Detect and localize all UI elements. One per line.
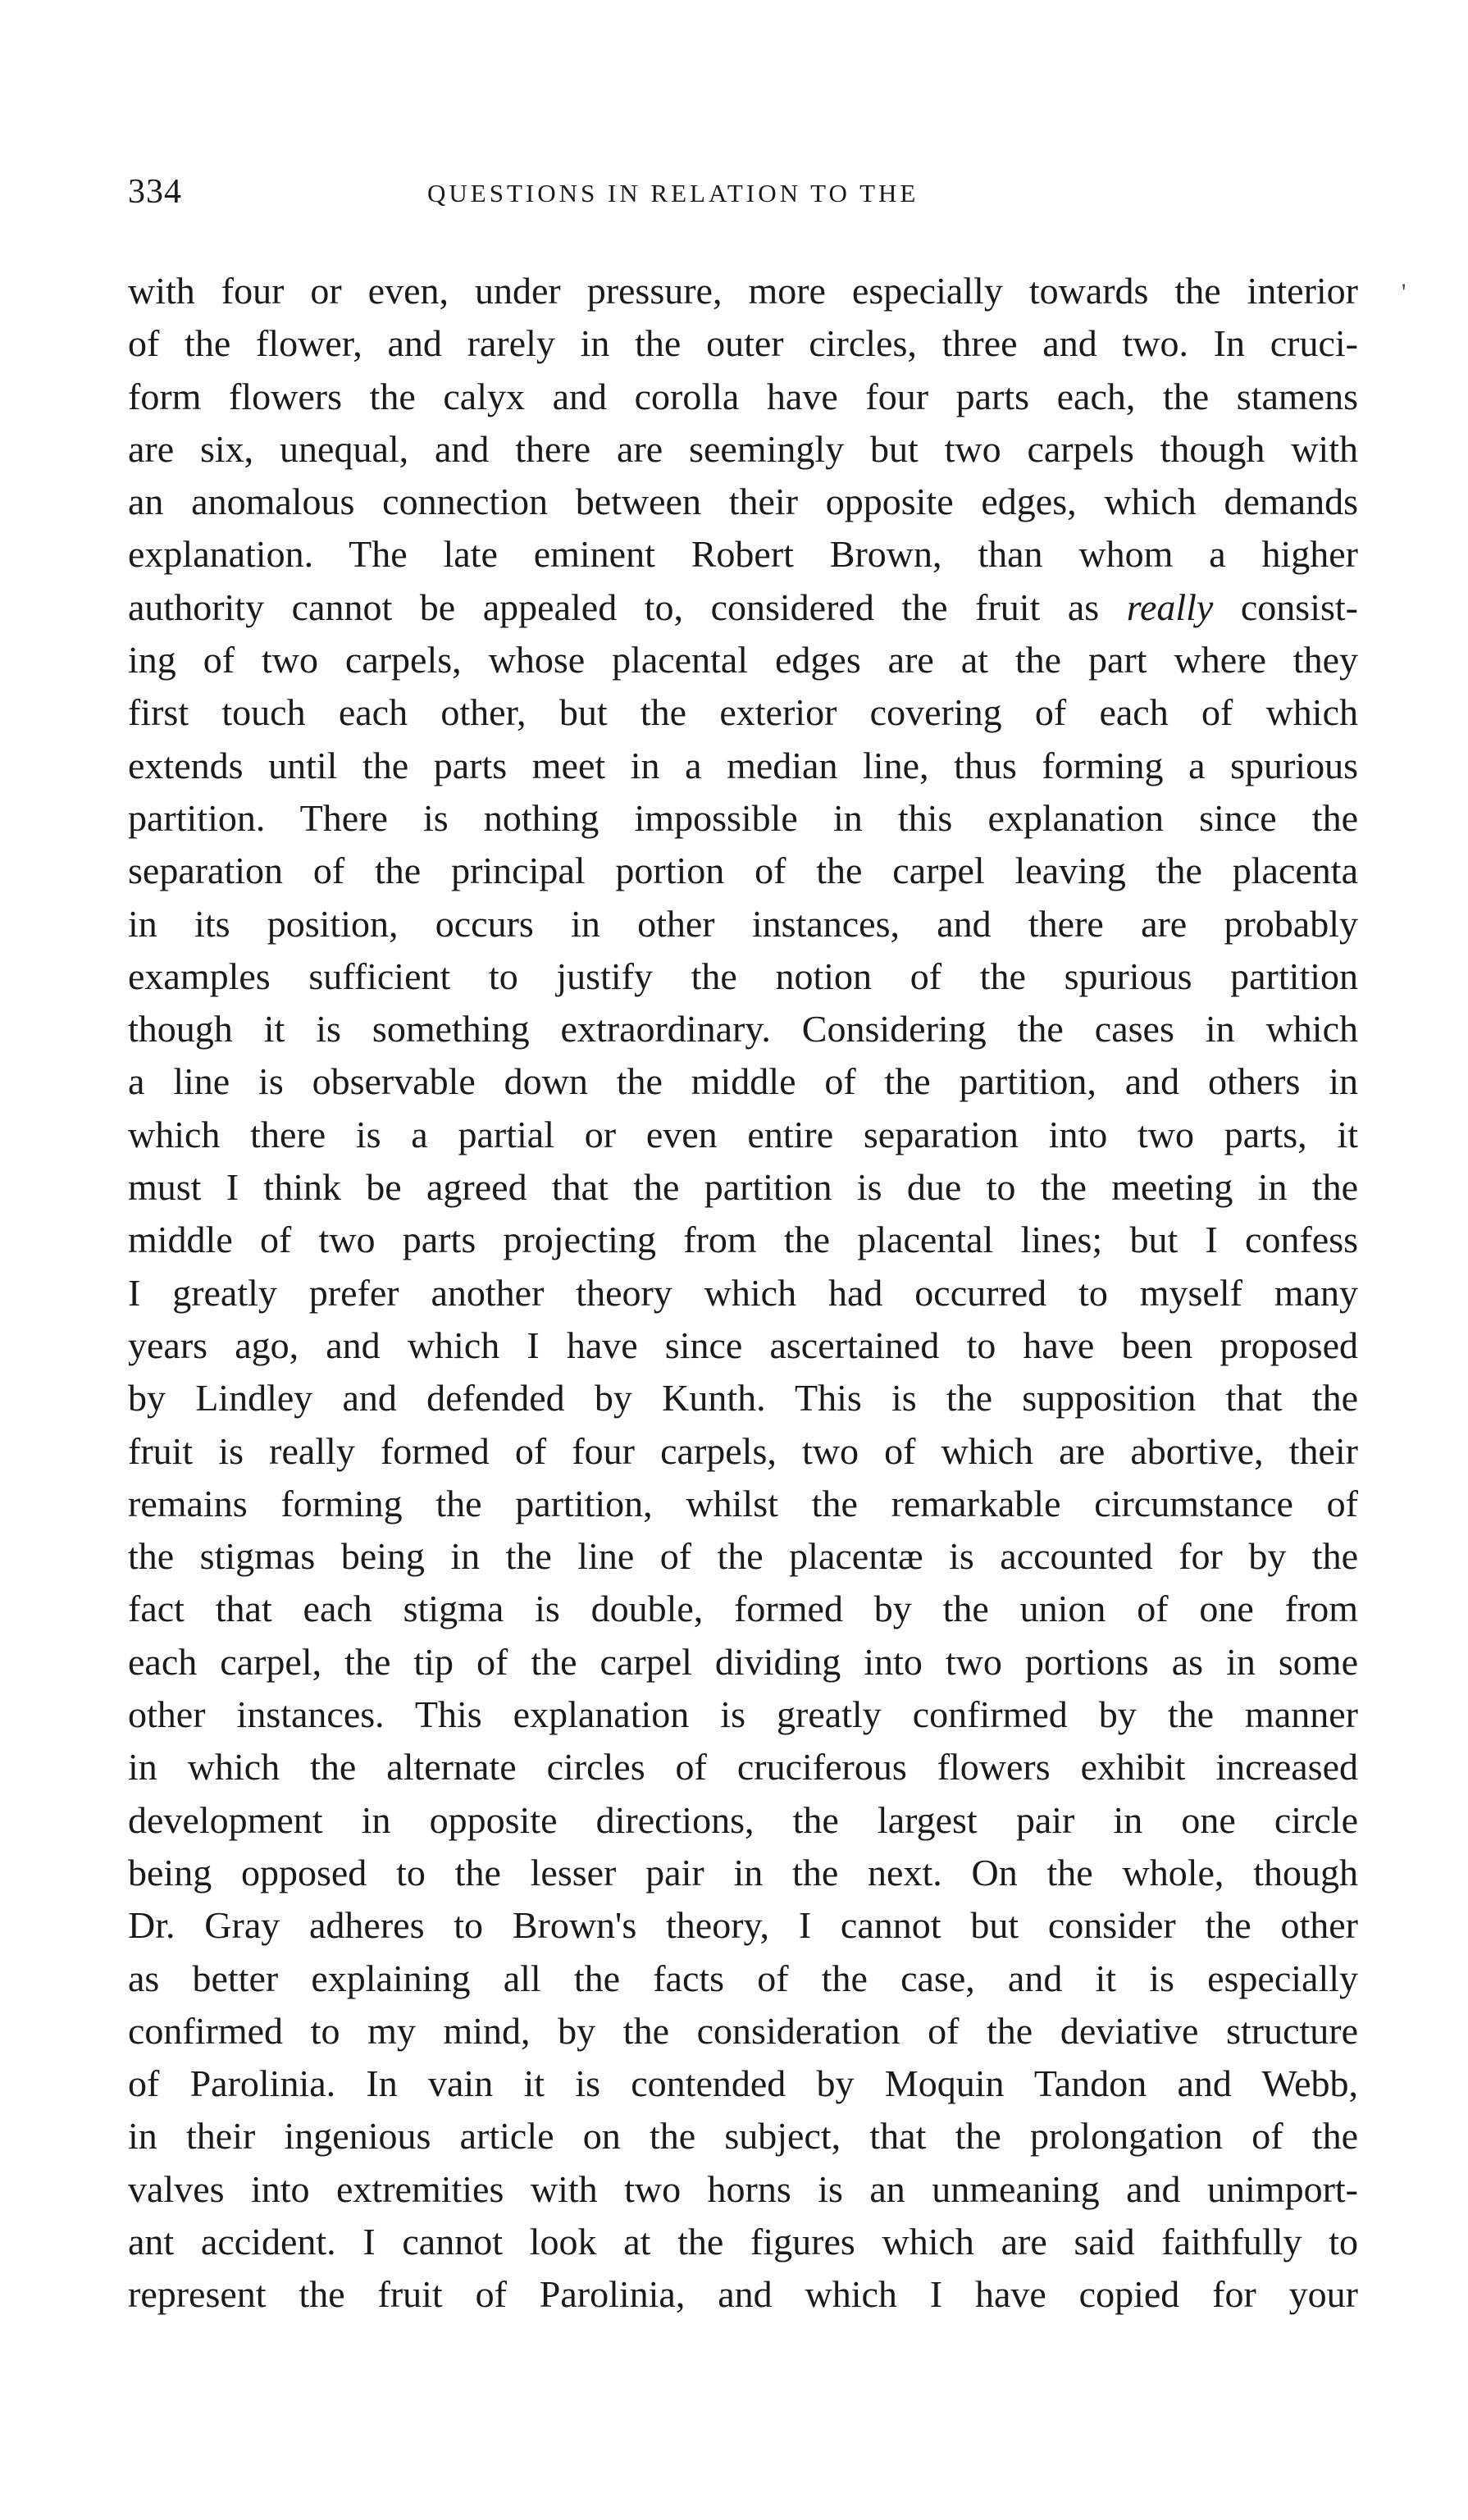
text-line: ing of two carpels, whose placental edges are at the part where they xyxy=(128,639,1358,681)
text-line: fact that each stigma is double, formed by the union of one from xyxy=(128,1588,1358,1630)
text-line: years ago, and which I have since ascertained to have been proposed xyxy=(128,1324,1358,1366)
text-line: an anomalous connection between their opposite edges, which demands xyxy=(128,481,1358,523)
text-line: in its position, occurs in other instances, and there are probably xyxy=(128,902,1358,945)
text-line: a line is observable down the middle of the partition, and others in xyxy=(128,1060,1358,1103)
text-line: though it is something extraordinary. Considering the cases in which xyxy=(128,1008,1358,1050)
text-line: I greatly prefer another theory which had occurred to myself many xyxy=(128,1271,1358,1314)
text-line: development in opposite directions, the largest pair in one circle xyxy=(128,1798,1358,1841)
emphasis: really xyxy=(1126,586,1214,628)
text-line: must I think be agreed that the partition is due to the meeting in the xyxy=(128,1166,1358,1209)
running-head: QUESTIONS IN RELATION TO THE xyxy=(427,179,919,207)
stray-mark: ' xyxy=(1402,279,1406,306)
text-line: explanation. The late eminent Robert Brown, than whom a higher xyxy=(128,533,1358,576)
text-line: in which the alternate circles of cruciferous flowers exhibit increased xyxy=(128,1746,1358,1789)
text-line: being opposed to the lesser pair in the next. On the whole, though xyxy=(128,1851,1358,1893)
text-line: authority cannot be appealed to, considered the fruit as really consist- xyxy=(128,586,1358,628)
text-line: the stigmas being in the line of the placentæ is accounted for by the xyxy=(128,1535,1358,1578)
text-line: are six, unequal, and there are seemingly but two carpels though with xyxy=(128,427,1358,470)
text-line: which there is a partial or even entire separation into two parts, it xyxy=(128,1113,1358,1155)
text-line: confirmed to my mind, by the consideration of the deviative structure xyxy=(128,2009,1358,2052)
text-line: with four or even, under pressure, more especially towards the interior xyxy=(128,270,1358,312)
body-text xyxy=(128,265,1358,2322)
text-line: fruit is really formed of four carpels, two of which are abortive, their xyxy=(128,1429,1358,1472)
text-line: first touch each other, but the exterior covering of each of which xyxy=(128,691,1358,734)
text-line: extends until the parts meet in a median line, thus forming a spurious xyxy=(128,744,1358,786)
text-line: remains forming the partition, whilst the remarkable circumstance of xyxy=(128,1482,1358,1524)
text-line: other instances. This explanation is greatly confirmed by the manner xyxy=(128,1693,1358,1736)
text-line: represent the fruit of Parolinia, and which I have copied for your xyxy=(128,2273,1358,2316)
text-line: valves into extremities with two horns is an unmeaning and unimport- xyxy=(128,2167,1358,2210)
text-line: of the flower, and rarely in the outer circles, three and two. In cruci- xyxy=(128,322,1358,365)
text-line: separation of the principal portion of the carpel leaving the placenta xyxy=(128,850,1358,892)
text-line: of Parolinia. In vain it is contended by Moquin Tandon and Webb, xyxy=(128,2062,1358,2105)
text-line: Dr. Gray adheres to Brown's theory, I cannot but consider the other xyxy=(128,1904,1358,1947)
text-line: each carpel, the tip of the carpel dividing into two portions as in some xyxy=(128,1640,1358,1683)
text-line: by Lindley and defended by Kunth. This is the supposition that the xyxy=(128,1377,1358,1419)
text-line: as better explaining all the facts of the case, and it is especially xyxy=(128,1957,1358,1999)
text-line: ant accident. I cannot look at the figures which are said faithfully to xyxy=(128,2220,1358,2263)
text-line: in their ingenious article on the subject, that the prolongation of the xyxy=(128,2115,1358,2158)
page-header xyxy=(128,172,1358,221)
page-number: 334 xyxy=(128,173,182,211)
text-line: middle of two parts projecting from the placental lines; but I confess xyxy=(128,1219,1358,1261)
text-line: form flowers the calyx and corolla have four parts each, the stamens xyxy=(128,375,1358,417)
text-line: examples sufficient to justify the notion of the spurious partition xyxy=(128,955,1358,997)
text-line: partition. There is nothing impossible in this explanation since the xyxy=(128,796,1358,839)
